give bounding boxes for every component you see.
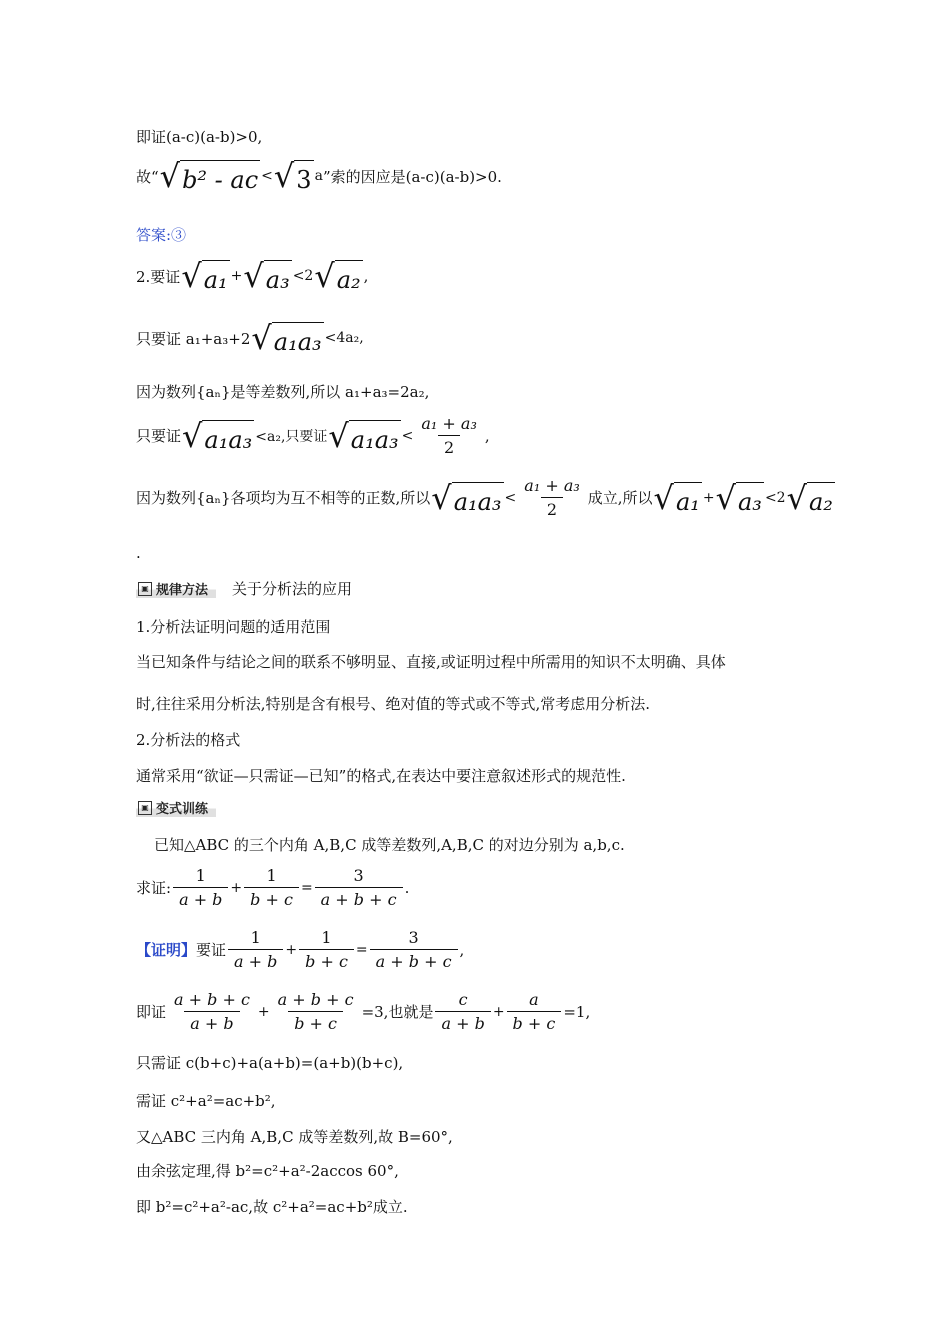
- text: <: [261, 168, 273, 184]
- fraction: $\frac{a + b + c}{a + b}$: [174, 990, 250, 1033]
- proof-line: 需证 c²+a²=ac+b²,: [136, 1092, 276, 1110]
- paragraph-line: 通常采用“欲证—只需证—已知”的格式,在表达中要注意叙述形式的规范性.: [136, 767, 626, 785]
- sqrt-expression: √ a₃: [715, 478, 762, 517]
- line-proof-2: [136, 257, 369, 295]
- text: <a₂,只要证: [255, 428, 328, 445]
- section-icon: ▣: [138, 801, 152, 815]
- line-proof-step: [136, 126, 262, 147]
- line-dot: [136, 544, 141, 562]
- text: 只要证: [136, 427, 182, 445]
- proof-line: 只需证 c(b+c)+a(a+b)=(a+b)(b+c),: [136, 1054, 404, 1072]
- answer-line: [136, 224, 186, 245]
- sqrt-expression: √ 3: [273, 157, 312, 195]
- fraction: $\frac{3}{a + b + c}$: [315, 866, 403, 909]
- fraction: $\frac{3}{a + b + c}$: [370, 928, 458, 971]
- text: +: [702, 489, 715, 506]
- text: 只要证 a₁+a₃+2: [136, 329, 251, 348]
- text: 2.要证: [136, 267, 181, 286]
- sqrt-expression: √ a₁: [653, 478, 700, 517]
- text: <2: [292, 268, 314, 284]
- fraction: $\frac{1}{b + c}$: [299, 928, 354, 971]
- section-title: 关于分析法的应用: [232, 580, 353, 598]
- sqrt-expression: √ a₂: [314, 257, 361, 295]
- line-proof-5: [136, 414, 490, 457]
- fraction: $\frac{a}{b + c}$: [507, 990, 562, 1033]
- text: a: [314, 168, 323, 184]
- sqrt-expression: √ a₁a₃: [182, 416, 253, 455]
- sqrt-expression: √ b² - ac: [159, 157, 259, 195]
- fraction: $\frac{\text{a₁ + a₃}}{2}$: [421, 414, 477, 457]
- section-icon: ▣: [138, 582, 152, 596]
- text: +: [230, 268, 243, 284]
- question-goal: 求证: $\frac{1}{a + b}$ + $\frac{1}{b + c}$ = $\frac{3}{a + b + c}$ .: [136, 866, 410, 909]
- text: ,: [484, 426, 490, 445]
- heading-2: 2.分析法的格式: [136, 731, 241, 749]
- proof-line: 即 b²=c²+a²-ac,故 c²+a²=ac+b²成立.: [136, 1198, 408, 1216]
- line-proof-4: [136, 381, 429, 402]
- proof-line: 由余弦定理,得 b²=c²+a²-2accos 60°,: [136, 1162, 399, 1180]
- fraction: $\frac{1}{b + c}$: [244, 866, 299, 909]
- text: 成立,所以: [587, 489, 653, 507]
- text: .: [136, 544, 141, 562]
- proof-line-1: 【证明】 要证 $\frac{1}{a + b}$ + $\frac{1}{b + c}$ = $\frac{3}{a + b + c}$ ,: [136, 928, 465, 971]
- paragraph-line: 时,往往采用分析法,特别是含有根号、绝对值的等式或不等式,常考虑用分析法.: [136, 695, 651, 713]
- text: 因为数列{aₙ}是等差数列,所以 a₁+a₃=2a₂,: [136, 383, 430, 401]
- sqrt-expression: √ a₁a₃: [328, 416, 399, 455]
- text: ,: [363, 267, 369, 285]
- answer-text: 答案:③: [136, 226, 187, 244]
- heading-1: 1.分析法证明问题的适用范围: [136, 618, 331, 636]
- rule-section-header: [136, 578, 352, 599]
- line-reason: [136, 157, 502, 195]
- text: <4a₂,: [324, 330, 364, 346]
- sqrt-expression: √ a₁a₃: [251, 319, 322, 357]
- variant-section-header: [136, 798, 232, 817]
- text: 因为数列{aₙ}各项均为互不相等的正数,所以: [136, 489, 431, 507]
- text: ”索的因应是(a-c)(a-b)>0.: [322, 167, 502, 186]
- line-proof-6: [136, 476, 836, 519]
- paragraph-line: 当已知条件与结论之间的联系不够明显、直接,或证明过程中所需用的知识不太明确、具体: [136, 653, 726, 671]
- fraction: $\frac{a + b + c}{b + c}$: [277, 990, 354, 1033]
- sqrt-expression: √ a₃: [243, 257, 290, 295]
- sqrt-expression: √ a₁: [181, 257, 228, 295]
- proof-tag: 【证明】: [136, 941, 197, 959]
- text: <: [504, 489, 517, 506]
- fraction: $\frac{\text{a₁ + a₃}}{2}$: [524, 476, 580, 519]
- fraction: $\frac{c}{a + b}$: [435, 990, 490, 1033]
- text: 故“: [136, 167, 159, 186]
- text: 即证(a-c)(a-b)>0,: [136, 128, 263, 146]
- question-text: 已知△ABC 的三个内角 A,B,C 成等差数列,A,B,C 的对边分别为 a,b,c.: [154, 836, 625, 854]
- fraction: $\frac{1}{a + b}$: [228, 928, 283, 971]
- proof-line: 又△ABC 三内角 A,B,C 成等差数列,故 B=60°,: [136, 1128, 453, 1146]
- variant-training-tag: ▣ 变式训练: [136, 798, 216, 817]
- rule-method-tag: ▣ 规律方法: [136, 579, 216, 598]
- text: <: [401, 427, 414, 444]
- sqrt-expression: √ a₂: [786, 478, 833, 517]
- proof-line-2: 即证 $\frac{a + b + c}{a + b}$ + $\frac{a + b + c}{b + c}$ =3,也就是 $\frac{c}{a + b}$ + $\frac{a}{b + c}$ =1,: [136, 990, 591, 1033]
- fraction: $\frac{1}{a + b}$: [173, 866, 228, 909]
- sqrt-expression: √ a₁a₃: [431, 478, 502, 517]
- line-proof-3: [136, 319, 364, 357]
- text: <2: [764, 489, 786, 506]
